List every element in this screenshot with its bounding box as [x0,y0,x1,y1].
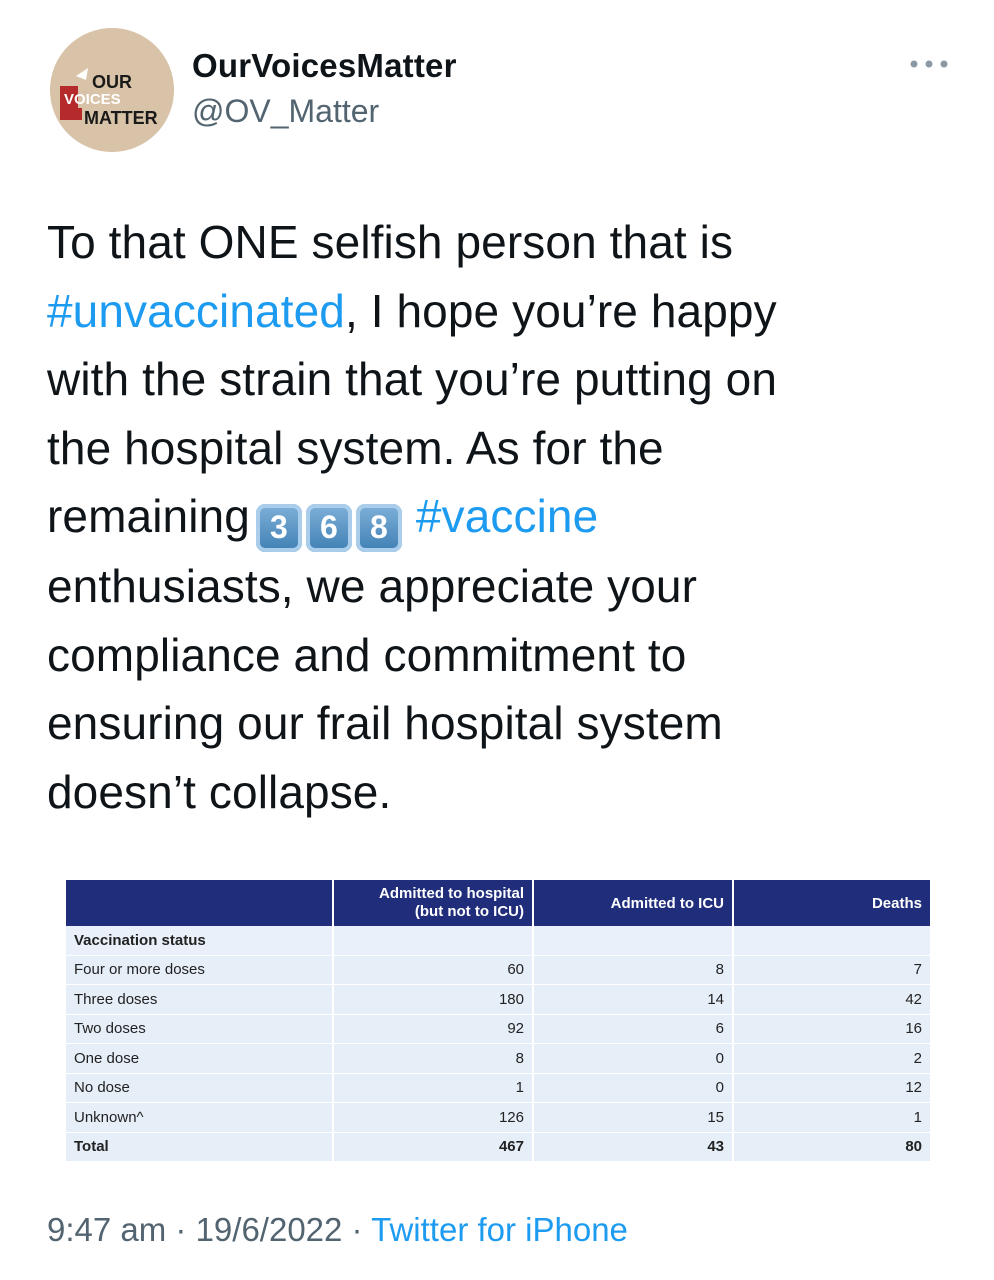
cell-hospital: 126 [333,1103,533,1133]
tweet-line-7: compliance and commitment to [47,628,687,681]
table-row [66,1044,930,1074]
more-options-button[interactable] [908,54,950,74]
section-label: Vaccination status [66,926,333,955]
vaccination-stats-table [66,880,930,1162]
cell-deaths: 16 [733,1014,930,1044]
avatar[interactable] [50,28,174,152]
hashtag-vaccine[interactable]: #vaccine [415,490,599,542]
tweet-line-4: the hospital system. As for the [47,421,664,474]
tweet-source-link[interactable]: Twitter for iPhone [371,1211,628,1248]
cell-deaths: 1 [733,1103,930,1133]
user-handle[interactable]: @OV_Matter [192,93,380,129]
tweet-line-2-text: , I hope you’re happy [344,284,777,337]
cell-icu: 14 [533,985,733,1015]
logo-text-voices: VOICES [64,91,121,108]
keycap-8-icon: 8 [356,504,402,552]
header-admitted-icu: Admitted to ICU [533,880,733,926]
logo-text-our: OUR [92,72,132,92]
table-row [66,955,930,985]
display-name[interactable]: OurVoicesMatter [192,47,457,84]
more-dots-icon [908,54,950,74]
row-label: Two doses [66,1014,333,1044]
section-empty-cell [533,926,733,955]
cell-deaths: 42 [733,985,930,1015]
author-names [192,46,457,132]
cell-hospital: 92 [333,1014,533,1044]
header-admitted-line2: (but not to ICU) [414,903,524,920]
table-row [66,1103,930,1133]
keycap-number [256,490,406,545]
cell-hospital: 60 [333,955,533,985]
cell-icu: 8 [533,955,733,985]
cell-deaths: 7 [733,955,930,985]
header-admitted-hospital [333,880,533,926]
tweet-line-2 [47,277,947,346]
row-label: Four or more doses [66,955,333,985]
tweet-date[interactable]: 19/6/2022 [195,1211,343,1248]
cell-icu: 6 [533,1014,733,1044]
cell-icu: 0 [533,1044,733,1074]
section-empty-cell [733,926,930,955]
tweet-meta [47,1208,628,1252]
table-row [66,1014,930,1044]
meta-separator: · [342,1211,372,1248]
meta-separator: · [166,1211,196,1248]
total-icu: 43 [533,1132,733,1162]
cell-icu: 0 [533,1073,733,1103]
header-admitted-line1: Admitted to hospital [379,885,524,902]
section-empty-cell [333,926,533,955]
cell-icu: 15 [533,1103,733,1133]
header-blank [66,880,333,926]
section-row [66,926,930,955]
header-deaths: Deaths [733,880,930,926]
total-hospital: 467 [333,1132,533,1162]
table-row [66,1073,930,1103]
logo-icon [50,28,174,152]
hashtag-unvaccinated[interactable]: #unvaccinated [47,284,345,337]
tweet-line-9: doesn’t collapse. [47,765,392,818]
cell-hospital: 180 [333,985,533,1015]
keycap-3-icon: 3 [256,504,302,552]
row-label: Three doses [66,985,333,1015]
table-total-row [66,1132,930,1162]
tweet-line-3: with the strain that you’re putting on [47,353,778,405]
tweet-text [47,208,947,826]
tweet-line-5 [47,482,947,552]
row-label: No dose [66,1073,333,1103]
cell-deaths: 2 [733,1044,930,1074]
table-header-row [66,880,930,926]
tweet-line-1: To that ONE selfish person that is [47,216,734,268]
cell-hospital: 8 [333,1044,533,1074]
cell-deaths: 12 [733,1073,930,1103]
tweet-remaining-text: remaining [47,490,250,542]
row-label: Unknown^ [66,1103,333,1133]
total-label: Total [66,1132,333,1162]
tweet-header [50,28,950,158]
logo-text-matter: MATTER [84,108,158,128]
attached-image-table[interactable] [66,880,930,1162]
keycap-6-icon: 6 [306,504,352,552]
cell-hospital: 1 [333,1073,533,1103]
tweet-line-6: enthusiasts, we appreciate your [47,560,698,612]
tweet-time[interactable]: 9:47 am [47,1211,167,1248]
total-deaths: 80 [733,1132,930,1162]
tweet-line-8: ensuring our frail hospital system [47,697,723,749]
table-row [66,985,930,1015]
row-label: One dose [66,1044,333,1074]
